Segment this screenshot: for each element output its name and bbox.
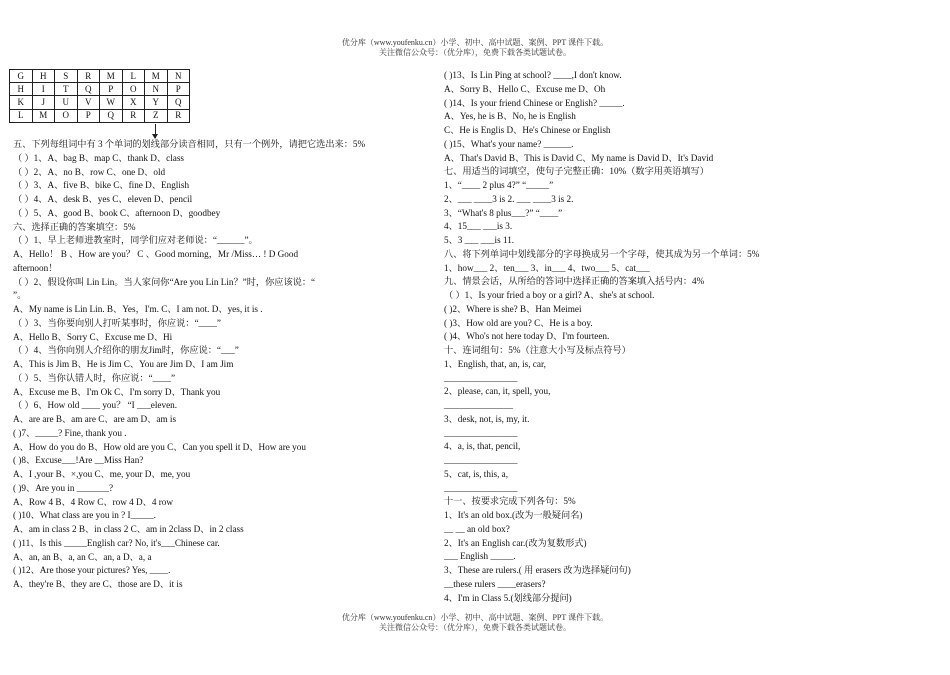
grid-cell: Z [145, 109, 168, 122]
left-line: 五、下列每组词中有 3 个单词的划线部分读音相同，只有一个例外，请把它选出来：5% [13, 139, 366, 149]
grid-cell: M [145, 70, 168, 83]
right-line: 3、desk, not, is, my, it. [444, 413, 530, 424]
right-line: 3、These are rulers.( 用 erasers 改为选择疑问句) [444, 565, 631, 575]
grid-cell: W [100, 96, 123, 109]
grid-cell: O [122, 83, 145, 96]
right-line: A、Yes, he is B、No, he is English [444, 111, 576, 122]
right-line: ________________ [444, 372, 518, 383]
left-line: ( )10、What class are you in ? I_____. [13, 510, 156, 521]
left-line: ( )9、Are you in _______? [13, 482, 114, 493]
right-line: __these rulers ____erasers? [444, 578, 546, 589]
right-line: 九、情景会话，从所给的答词中选择正确的答案填入括号内：4% [444, 276, 705, 287]
header-line-1: 优分库（www.youfenku.cn）小学、初中、高中试题、案例、PPT 课件下载。 [341, 38, 609, 47]
right-line: 4、15___ ___is 3. [444, 221, 513, 232]
right-line: 4、a, is, that, pencil, [444, 441, 521, 452]
right-line: 1、English, that, an, is, car, [444, 358, 546, 369]
right-line: ( )15、What's your name? ______. [444, 138, 574, 149]
grid-cell: R [167, 109, 190, 122]
right-line: A、That's David B、This is David C、My name is David D、It's David [444, 152, 714, 163]
right-line: 2、___ ____3 is 2. ___ ____3 is 2. [444, 193, 574, 204]
grid-row [10, 70, 190, 83]
right-line: 5、3 ___ ___is 11. [444, 235, 515, 245]
left-line: （ ）5、当你认错人时，你应说：“____” [13, 372, 176, 383]
right-line: 1、It's an old box.(改为一般疑问名) [444, 510, 583, 520]
footer-line-2: 关注微信公众号：（优分库），免费下载各类试题试卷。 [379, 623, 571, 632]
left-line: A、are are B、am are C、are am D、am is [13, 414, 177, 424]
left-line: A、Row 4 B、4 Row C、row 4 D、4 row [13, 496, 174, 507]
left-line: ( )8、Excuse___!Are __Miss Han? [13, 455, 144, 466]
right-line: ( )13、Is Lin Ping at school? ____,I don't know. [444, 70, 622, 80]
left-line: ( )7、_____? Fine, thank you . [13, 427, 127, 438]
right-line: 1、how___ 2、ten___ 3、in___ 4、two___ 5、cat___ [444, 262, 650, 273]
right-line: C、He is Englis D、He's Chinese or English [444, 125, 611, 135]
left-line: ( )11、Is this _____English car? No, it's___Chinese car. [13, 537, 220, 548]
right-line: _______________ [444, 400, 513, 410]
left-line: （ ）4、当你向别人介绍你的朋友Jim时，你应说：“___” [13, 345, 239, 356]
left-line: （ ）2、A、no B、row C、one D、old [13, 166, 166, 177]
grid-cell: N [145, 83, 168, 96]
left-line: （ ）1、早上老师进教室时，同学们应对老师说：“______”。 [13, 235, 258, 246]
left-line: ”。 [13, 290, 27, 301]
left-line: （ ）5、A、good B、book C、afternoon D、goodbey [13, 207, 221, 218]
grid-cell: G [10, 70, 33, 83]
grid-cell: X [122, 96, 145, 109]
right-line: 七、用适当的词填空，使句子完整正确：10%（数字用英语填写） [444, 166, 709, 177]
left-line: A、My name is Lin Lin. B、Yes，I'm. C、I am not. D、yes, it is . [13, 304, 263, 314]
right-line: ( )3、How old are you? C、He is a boy. [444, 317, 593, 328]
right-line: 2、please, can, it, spell, you, [444, 386, 551, 397]
grid-row [10, 83, 190, 96]
grid-cell: Y [145, 96, 168, 109]
grid-cell: Q [167, 96, 190, 109]
page-header [0, 38, 950, 58]
left-column [13, 138, 438, 592]
grid-cell: V [77, 96, 100, 109]
right-line: 2、It's an English car.(改为复数形式) [444, 537, 587, 548]
grid-cell: M [100, 70, 123, 83]
right-line: A、Sorry B、Hello C、Excuse me D、Oh [444, 83, 606, 94]
grid-cell: P [100, 83, 123, 96]
grid-cell: S [55, 70, 78, 83]
right-column [444, 69, 824, 605]
left-line: A、How do you do B、How old are you C、Can you spell it D、How are you [13, 441, 306, 452]
right-line: ( )14、Is your friend Chinese or English? _____. [444, 97, 625, 108]
left-line: A、Excuse me B、I'm Ok C、I'm sorry D、Thank you [13, 386, 221, 397]
grid-cell: H [32, 70, 55, 83]
grid-cell: I [32, 83, 55, 96]
right-line: 八、将下列单词中划线部分的字母换成另一个字母，使其成为另一个单词：5% [444, 248, 760, 259]
grid-row [10, 109, 190, 122]
letter-grid [9, 69, 190, 123]
left-line: afternoon！ [13, 262, 58, 273]
left-line: （ ）2、假设你叫 Lin Lin。当人家问你“Are you Lin Lin？”时，你应该说：“ [13, 276, 316, 287]
left-line: A、an, an B、a, an C、an, a D、a, a [13, 551, 152, 562]
grid-cell: J [32, 96, 55, 109]
grid-cell: R [122, 109, 145, 122]
left-line: 六、选择正确的答案填空：5% [13, 221, 136, 232]
left-line: A、am in class 2 B、in class 2 C、am in 2class D、in 2 class [13, 524, 244, 534]
grid-cell: L [122, 70, 145, 83]
left-line: ( )12、Are those your pictures? Yes, ____. [13, 565, 171, 576]
left-line: A、I ,your B、×,you C、me, your D、me, you [13, 469, 191, 479]
right-line: ________________ [444, 482, 518, 493]
grid-cell: H [10, 83, 33, 96]
grid-cell: M [32, 109, 55, 122]
grid-cell: P [167, 83, 190, 96]
left-line: （ ）4、A、desk B、yes C、eleven D、pencil [13, 194, 193, 204]
left-line: A、Hello B、Sorry C、Excuse me D、Hi [13, 331, 173, 342]
grid-cell: Q [77, 83, 100, 96]
left-line: A、they're B、they are C、those are D、it is [13, 579, 183, 589]
left-line: （ ）1、A、bag B、map C、thank D、class [13, 152, 184, 163]
grid-cell: O [55, 109, 78, 122]
grid-cell: R [77, 70, 100, 83]
right-line: __ __ an old box? [444, 523, 510, 534]
grid-cell: Q [100, 109, 123, 122]
right-line: ( )4、Who's not here today D、I'm fourteen. [444, 331, 610, 342]
left-line: （ ）3、当你要向别人打听某事时，你应说：“____” [13, 317, 221, 328]
right-line: 4、I'm in Class 5.(划线部分提问) [444, 592, 572, 603]
right-line: 十一、按要求完成下列各句：5% [444, 496, 576, 507]
grid-cell: P [77, 109, 100, 122]
right-line: ( )2、Where is she? B、Han Meimei [444, 303, 582, 314]
footer-line-1: 优分库（www.youfenku.cn）小学、初中、高中试题、案例、PPT 课件下载。 [341, 613, 609, 622]
header-line-2: 关注微信公众号：（优分库），免费下载各类试题试卷。 [379, 48, 571, 57]
right-line: ________________ [444, 427, 518, 438]
right-line: 1、“____ 2 plus 4?” “_____” [444, 180, 554, 190]
right-line: （ ）1、Is your fried a boy or a girl? A、she's at school. [444, 290, 655, 300]
left-line: A、Hello！ B 、How are you？ C 、Good morning，Mr /Miss… ! D Good [13, 249, 299, 259]
grid-cell: N [167, 70, 190, 83]
grid-row [10, 96, 190, 109]
left-line: （ ）6、How old ____ you？ “I ___eleven. [13, 400, 178, 411]
left-line: A、This is Jim B、He is Jim C、You are Jim D、I am Jim [13, 359, 234, 369]
page-footer [0, 613, 950, 633]
grid-cell: K [10, 96, 33, 109]
right-line: 3、“What's 8 plus___?” “____” [444, 207, 563, 218]
right-line: ________________ [444, 455, 518, 465]
grid-cell: T [55, 83, 78, 96]
grid-cell: U [55, 96, 78, 109]
left-line: （ ）3、A、five B、bike C、fine D、English [13, 180, 190, 191]
right-line: ___ English _____. [444, 551, 516, 562]
grid-cell: L [10, 109, 33, 122]
right-line: 十、连词组句：5%（注意大小写及标点符号） [444, 345, 631, 355]
right-line: 5、cat, is, this, a, [444, 468, 509, 479]
